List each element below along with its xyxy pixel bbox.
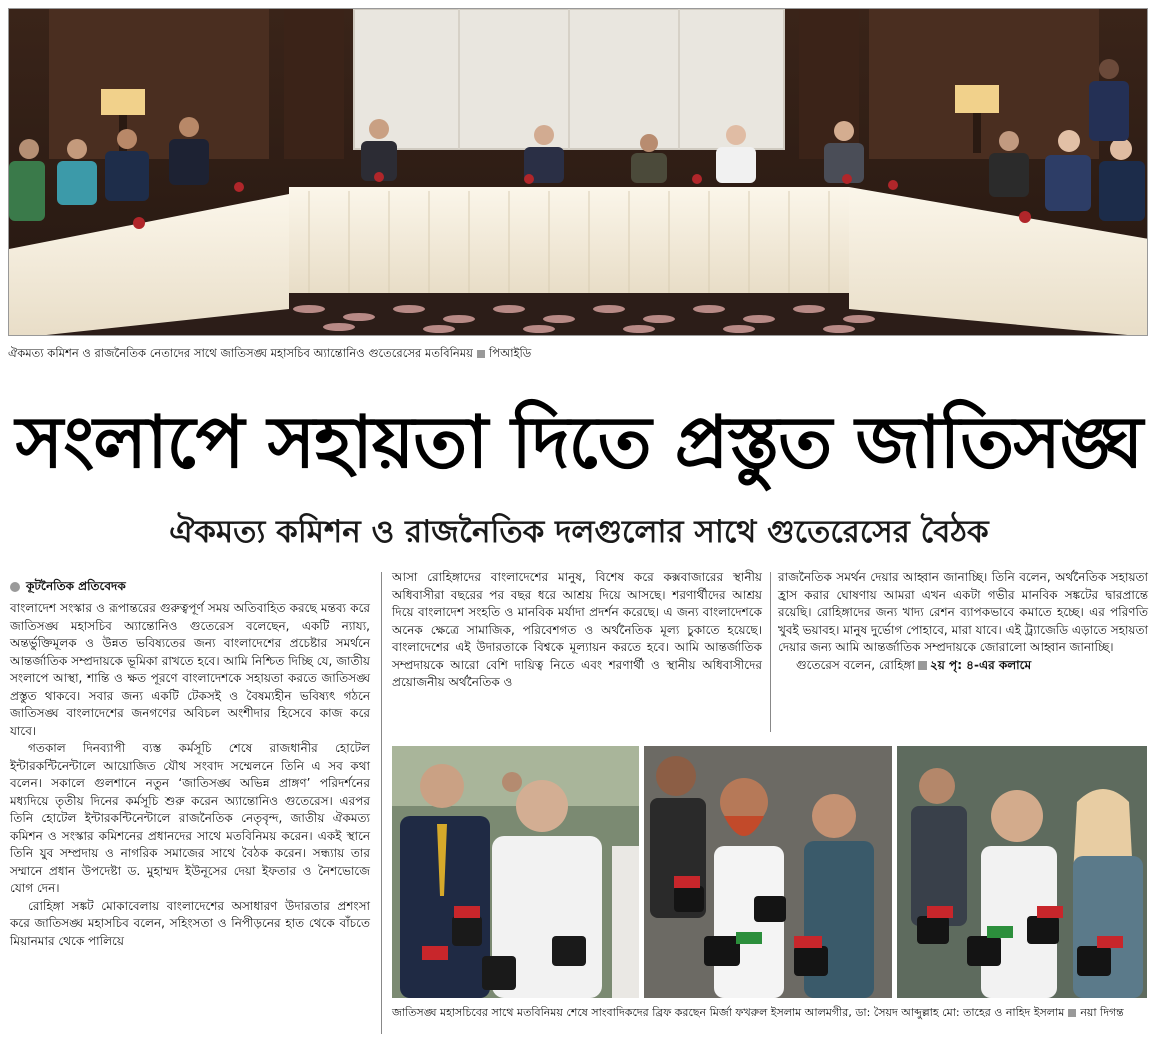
article-column-2	[392, 569, 762, 692]
article-column-1	[10, 600, 370, 950]
continuation-text: ২য় পৃ: ৪-এর কলামে	[930, 657, 1032, 672]
photo-credit: পিআইডি	[488, 346, 532, 360]
caption-text: ঐকমত্য কমিশন ও রাজনৈতিক নেতাদের সাথে জাতিসঙ্ঘ মহাসচিব অ্যান্তোনিও গুতেরেসের মতবিনিময়	[8, 346, 473, 360]
press-photo-1	[392, 746, 639, 998]
circle-bullet-icon	[10, 582, 20, 592]
continuation-lead: গুতেরেস বলেন, রোহিঙ্গা	[796, 657, 915, 672]
continuation-note[interactable]	[915, 658, 1031, 672]
column-divider	[770, 572, 771, 732]
paragraph: গতকাল দিনব্যাপী ব্যস্ত কর্মসূচি শেষে রাজধানীর হোটেল ইন্টারকন্টিনেন্টালে আয়োজিত যৌথ সংবাদ সম্মেলনে তিনি এ সব কথা বলেন। সকালে গুলশানে নতুন ‘জাতিসঙ্ঘ অভিন্ন প্রাঙ্গণ’ পরিদর্শনের মধ্যদিয়ে তৃতীয় দিনের কর্মসূচি শুরু করেন অ্যান্তোনিও গুতেরেস। এরপর তিনি হোটেল ইন্টারকন্টিনেন্টালে রাজনৈতিক নেতৃবৃন্দ, জাতীয় ঐকমত্য কমিশন ও সংস্কার কমিশনের প্রধানদের সাথে মতবিনিময় করেন। একই স্থানে তিনি যুব সম্প্রদায় ও নাগরিক সমাজের সাথে বৈঠক করেন। সন্ধ্যায় তার সম্মানে প্রধান উপদেষ্টা ড. মুহাম্মদ ইউনূসের দেয়া ইফতার ও নৈশভোজে যোগ দেন।	[10, 741, 370, 895]
paragraph: বাংলাদেশ সংস্কার ও রূপান্তরের গুরুত্বপূর্ণ সময় অতিবাহিত করছে মন্তব্য করে জাতিসঙ্ঘ মহাসচিব অ্যান্তোনিও গুতেরেস বলেছেন, একটি ন্যায্য, অন্তর্ভুক্তিমূলক ও উন্নত ভবিষ্যতের জন্য বাংলাদেশের প্রচেষ্টার সমর্থনে আন্তর্জাতিক সম্প্রদায়কে ভূমিকা রাখতে হবে। আমি নিশ্চিত দিচ্ছি যে, জাতীয় সংলাপে আস্থা, শান্তি ও ক্ষত পূরণে বাংলাদেশকে সহায়তা করতে জাতিসঙ্ঘ প্রস্তুত থাকবে। সবার জন্য একটি টেকসই ও বৈষম্যহীন ভবিষ্যৎ গঠনে জাতিসঙ্ঘ বাংলাদেশের জনগণের অবিচল অংশীদার হিসেবে কাজ করে যাবে।	[10, 601, 370, 738]
paragraph	[778, 657, 1148, 675]
article-column-3	[778, 569, 1148, 674]
byline	[10, 578, 126, 598]
caption-text: জাতিসঙ্ঘ মহাসচিবের সাথে মতবিনিময় শেষে সাংবাদিকদের ব্রিফ করছেন মির্জা ফখরুল ইসলাম আলমগীর, ডা: সৈয়দ আব্দুল্লাহ মো: তাহের ও নাহিদ ইসলাম	[392, 1006, 1065, 1019]
square-bullet-icon	[1068, 1009, 1076, 1017]
meeting-photo	[8, 8, 1148, 336]
photo-credit: নয়া দিগন্ত	[1080, 1006, 1124, 1019]
square-bullet-icon	[918, 661, 927, 670]
press-photo-3	[897, 746, 1147, 998]
paragraph: রোহিঙ্গা সঙ্কট মোকাবেলায় বাংলাদেশের অসাধারণ উদারতার প্রশংসা করে জাতিসঙ্ঘ মহাসচিব বলেন, সহিংসতা ও নিপীড়নের হাত থেকে বাঁচতে মিয়ানমার থেকে পালিয়ে	[10, 898, 370, 948]
paragraph: রাজনৈতিক সমর্থন দেয়ার আহ্বান জানাচ্ছি। তিনি বলেন, অর্থনৈতিক সহায়তা হ্রাস করার ঘোষণায় আমরা এখন একটা গভীর মানবিক সঙ্কটের দ্বারপ্রান্তে রয়েছি। রোহিঙ্গাদের জন্য খাদ্য রেশন ব্যাপকভাবে কমাতে হচ্ছে। এর পরিণতি খুবই ভয়াবহ। মানুষ দুর্ভোগ পোহাবে, মারা যাবে। এই ট্র্যাজেডি এড়াতে সহায়তা দেয়ার জন্য আমি আন্তর্জাতিক সম্প্রদায়কে জোরালো আহ্বান জানাচ্ছি।	[778, 570, 1148, 654]
photo-caption	[8, 345, 1148, 361]
column-divider	[381, 572, 382, 1034]
subheadline: ঐকমত্য কমিশন ও রাজনৈতিক দলগুলোর সাথে গুতেরেসের বৈঠক	[169, 514, 989, 550]
press-photo-2	[644, 746, 892, 998]
headline: সংলাপে সহায়তা দিতে প্রস্তুত জাতিসঙ্ঘ	[15, 399, 1143, 484]
paragraph: আসা রোহিঙ্গাদের বাংলাদেশের মানুষ, বিশেষ করে কক্সবাজারের স্থানীয় অধিবাসীরা বছরের পর বছর ধরে আশ্রয় দিয়ে আসছে। শরণার্থীদের আশ্রয় দিয়ে বাংলাদেশ সংহতি ও মানবিক মর্যাদা প্রদর্শন করেছে। এ জন্য বাংলাদেশকে অনেক ক্ষেত্রে সামাজিক, পরিবেশগত ও অর্থনৈতিক মূল্য চুকাতে হয়েছে। বাংলাদেশের এই উদারতাকে বিশ্বকে মূল্যায়ন করতে হবে। আমি আন্তর্জাতিক সম্প্রদায়কে আরো বেশি দায়িত্ব নিতে এবং শরণার্থী ও স্থানীয় অধিবাসীদের প্রয়োজনীয় অর্থনৈতিক ও	[392, 570, 762, 689]
photo-caption-bottom	[392, 1005, 1152, 1021]
square-bullet-icon	[477, 350, 485, 358]
byline-text: কূটনৈতিক প্রতিবেদক	[26, 579, 126, 593]
